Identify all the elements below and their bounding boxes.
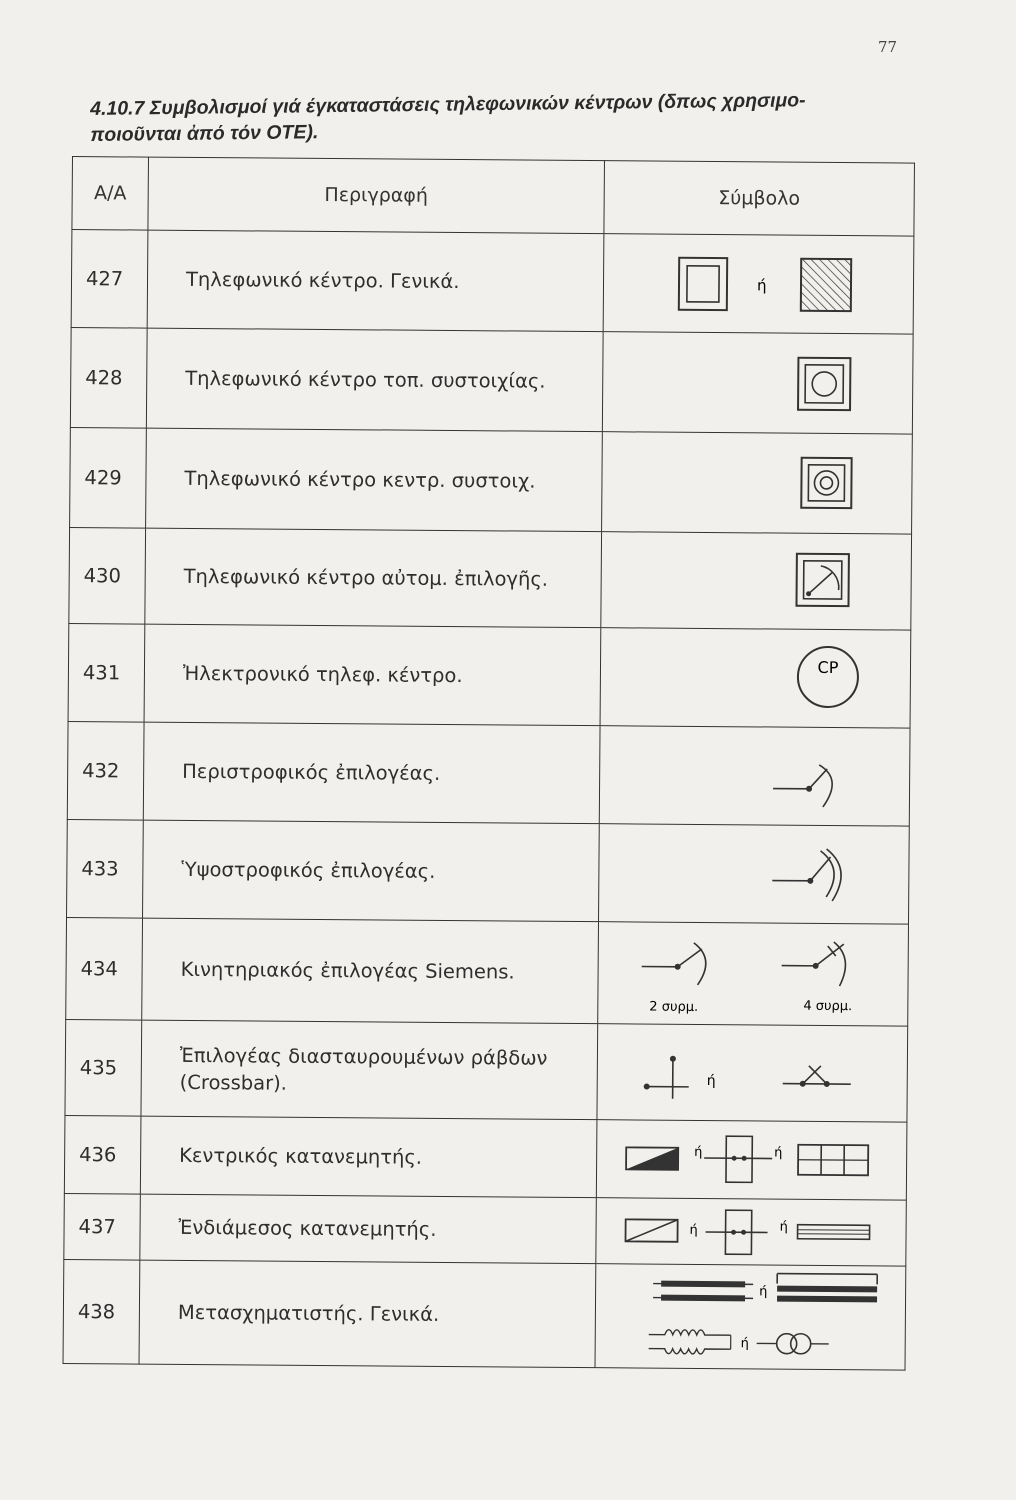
local-exchange-symbol — [607, 342, 908, 424]
row-description: Τηλεφωνικό κέντρο. Γενικά. — [147, 230, 604, 332]
transformer-symbol — [600, 1268, 901, 1366]
intermediate-distributor-symbol — [601, 1203, 901, 1261]
row-description: Τηλεφωνικό κέντρο τοπ. συστοιχίας. — [146, 328, 603, 432]
table-row — [70, 327, 913, 434]
table-row — [64, 1193, 906, 1266]
row-number: 431 — [68, 623, 145, 722]
heading-line-2: ποιοῦνται ἀπό τόν ΟΤΕ). — [90, 121, 319, 146]
exchange-general-symbol — [608, 243, 909, 325]
or-label: ή — [706, 1072, 716, 1089]
row-number: 428 — [70, 327, 147, 428]
row-description: Τηλεφωνικό κέντρο κεντρ. συστοιχ. — [146, 428, 603, 532]
table-row — [64, 1115, 907, 1200]
table-row — [67, 819, 910, 924]
row-symbol — [598, 922, 909, 1026]
row-description: Τηλεφωνικό κέντρο αὐτομ. ἐπιλογῆς. — [145, 528, 602, 628]
row-number: 430 — [69, 527, 146, 624]
row-number: 436 — [64, 1115, 141, 1194]
row-symbol — [596, 1198, 907, 1266]
table-row — [65, 1019, 908, 1122]
or-label: ή — [740, 1335, 749, 1351]
row-number: 429 — [70, 427, 147, 528]
row-symbol — [600, 628, 911, 728]
row-symbol — [599, 726, 910, 826]
row-number: 432 — [67, 721, 144, 820]
row-description: Κινητηριακός ἐπιλογέας Siemens. — [142, 918, 599, 1024]
main-distributor-symbol — [601, 1127, 901, 1193]
header-symbol: Σύμβολο — [604, 161, 915, 236]
row-symbol — [601, 532, 912, 630]
row-symbol — [595, 1264, 906, 1370]
row-description: Μετασχηματιστής. Γενικά. — [139, 1260, 596, 1368]
row-description: Ὑψοστροφικός ἐπιλογέας. — [143, 820, 600, 922]
central-exchange-symbol — [607, 442, 908, 524]
row-description: Περιστροφικός ἐπιλογέας. — [143, 722, 600, 824]
header-num: Α/Α — [72, 157, 149, 231]
row-number: 435 — [65, 1019, 142, 1116]
or-label: ή — [689, 1222, 698, 1238]
row-number: 434 — [66, 917, 143, 1020]
table-row — [71, 230, 914, 335]
table-row — [70, 427, 913, 534]
crossbar-selector-symbol — [602, 1032, 903, 1114]
rotary-selector-symbol — [604, 735, 905, 817]
or-label: ή — [773, 1145, 783, 1161]
automatic-exchange-symbol — [606, 540, 907, 622]
row-symbol — [602, 432, 913, 534]
symbols-table-wrapper — [63, 156, 914, 1363]
cp-label: CP — [817, 657, 838, 677]
row-number: 438 — [63, 1259, 140, 1364]
row-number: 433 — [67, 819, 144, 918]
row-description: Ἐπιλογέας διασταυρουμένων ράβδων (Crossbar). — [141, 1020, 598, 1120]
header-row — [72, 157, 915, 237]
table-row — [66, 917, 909, 1026]
table-row — [63, 1259, 906, 1370]
row-description: Ἐνδιάμεσος κατανεμητής. — [140, 1194, 597, 1264]
label-2-wire: 2 συρμ. — [648, 999, 698, 1015]
siemens-selector-symbol — [603, 928, 904, 1020]
row-number: 437 — [64, 1193, 141, 1260]
row-symbol — [603, 234, 914, 334]
row-description: Κεντρικός κατανεμητής. — [140, 1116, 597, 1198]
electronic-exchange-symbol — [605, 635, 906, 721]
label-4-wire: 4 συρμ. — [802, 998, 852, 1014]
row-number: 427 — [71, 230, 148, 329]
or-label: ή — [779, 1219, 788, 1235]
table-row — [67, 721, 910, 826]
two-motion-selector-symbol — [604, 833, 905, 915]
or-label: ή — [758, 1283, 767, 1299]
row-symbol — [599, 824, 910, 924]
row-symbol — [596, 1120, 907, 1200]
symbols-table — [63, 156, 915, 1371]
or-label: ή — [756, 275, 767, 294]
row-symbol — [602, 332, 913, 434]
heading-line-1: 4.10.7 Συμβολισμοί γιά έγκαταστάσεις τηλεφωνικών κέντρων (δπως χρησιμο- — [90, 89, 806, 120]
section-heading — [90, 86, 941, 148]
row-symbol — [597, 1024, 908, 1122]
row-description: Ἠλεκτρονικό τηλεφ. κέντρο. — [144, 624, 601, 726]
page-number: 77 — [878, 38, 898, 56]
header-description: Περιγραφή — [148, 157, 605, 234]
table-row — [69, 527, 912, 630]
or-label: ή — [693, 1144, 703, 1160]
table-row — [68, 623, 911, 728]
